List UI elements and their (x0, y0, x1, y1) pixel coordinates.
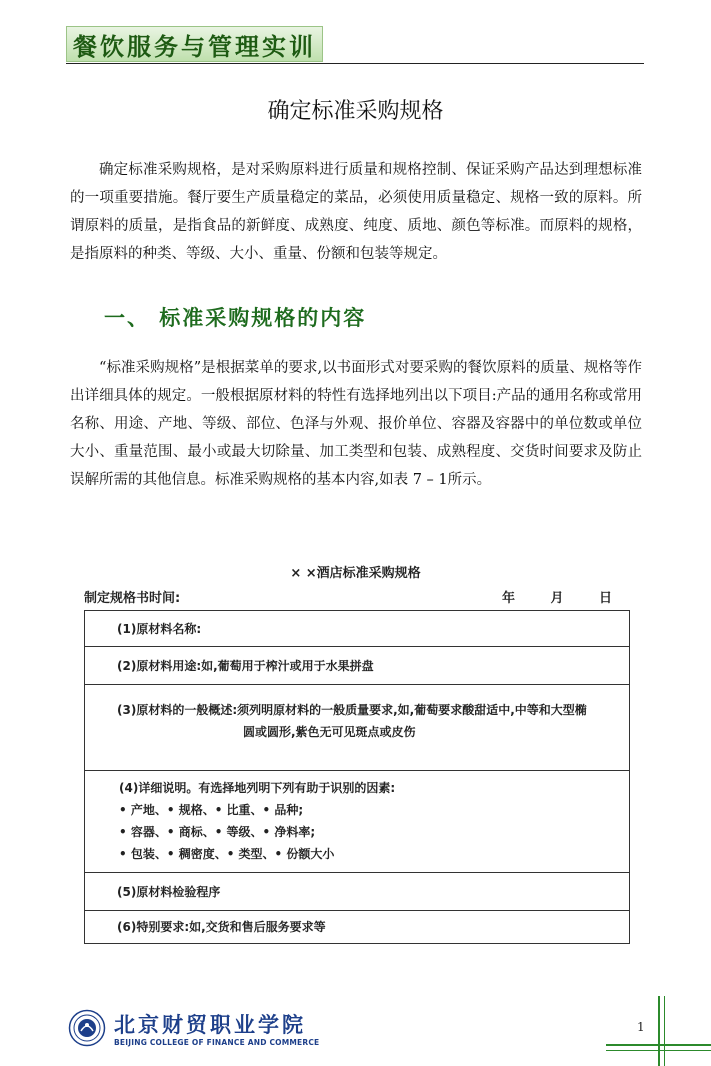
corner-mark (658, 996, 660, 1066)
day-label: 日 (598, 591, 612, 606)
spec-row-inspection: (5)原材料检验程序 (85, 873, 629, 911)
corner-mark (606, 1044, 711, 1046)
details-bullet-line: • 容器、• 商标、• 等级、• 净料率; (119, 825, 316, 839)
corner-mark (664, 996, 665, 1066)
table-date-fields (502, 587, 612, 606)
spec-row-details-heading: (4)详细说明。有选择地列明下列有助于识别的因素: (119, 781, 396, 795)
spec-row-details (85, 771, 629, 873)
spec-row-name: (1)原材料名称: (85, 611, 629, 647)
table-title: × ×酒店标准采购规格 (290, 566, 421, 581)
school-name-en: BEIJING COLLEGE OF FINANCE AND COMMERCE (114, 1038, 320, 1047)
corner-mark (606, 1050, 711, 1051)
document-title: 确定标准采购规格 (267, 99, 444, 124)
table-time-label: 制定规格书时间: (84, 591, 181, 606)
body-paragraph: “标准采购规格”是根据菜单的要求,以书面形式对要采购的餐饮原料的质量、规格等作出详细具体的规定。一般根据原材料的特性有选择地列出以下项目:产品的通用名称或常用名称、用途、产地、等级、部位、色泽与外观、报价单位、容器及容器中的单位数或单位大小、重量范围、最小或最大切除量、加工类型和包装、成熟程度、交货时间要求及防止误解所需的其他信息。标准采购规格的基本内容,如表 7 – 1所示。 (70, 360, 642, 488)
spec-row-overview-line1: (3)原材料的一般概述:须列明原材料的一般质量要求,如,葡萄要求酸甜适中,中等和大型椭 (117, 703, 587, 717)
header-title: 餐饮服务与管理实训 (66, 26, 323, 62)
intro-paragraph: 确定标准采购规格，是对采购原料进行质量和规格控制、保证采购产品达到理想标准的一项重要措施。餐厅要生产质量稳定的菜品，必须使用质量稳定、规格一致的原料。所谓原料的质量，是指食品的新鲜度、成熟度、纯度、质地、颜色等标准。而原料的规格，是指原料的种类、等级、大小、重量、份额和包装等规定。 (70, 162, 642, 262)
spec-row-special: (6)特别要求:如,交货和售后服务要求等 (117, 920, 326, 934)
month-label: 月 (550, 591, 564, 606)
header-divider (66, 63, 644, 64)
school-logo-icon (68, 1009, 106, 1047)
spec-row-usage: (2)原材料用途:如,葡萄用于榨汁或用于水果拼盘 (85, 647, 629, 685)
page-number: 1 (637, 1020, 645, 1034)
year-label: 年 (502, 591, 516, 606)
spec-row-overview-line2: 圆或圆形,紫色无可见斑点或皮伤 (243, 725, 416, 739)
details-bullet-line: • 包装、• 稠密度、• 类型、• 份额大小 (119, 847, 335, 861)
spec-row-overview (85, 685, 629, 771)
details-bullet-line: • 产地、• 规格、• 比重、• 品种; (119, 803, 304, 817)
section-heading: 一、 标准采购规格的内容 (104, 306, 367, 330)
school-name-cn: 北京财贸职业学院 (114, 1013, 306, 1037)
spec-table (84, 610, 630, 944)
